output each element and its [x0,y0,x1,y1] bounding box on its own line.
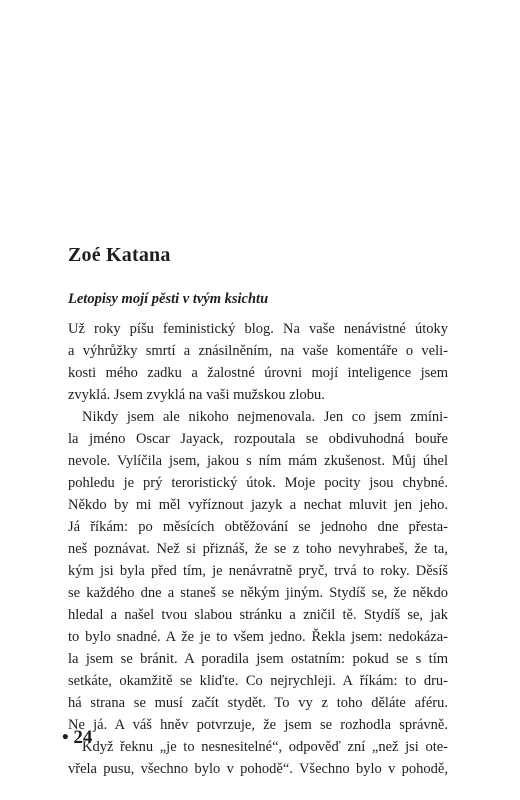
text-line: la jméno Oscar Jayack, rozpoutala se obdivuhodná bouře [68,431,448,447]
text-line: Ne já. A váš hněv potvrzuje, že jsem se rozhodla správně. [68,717,448,733]
text-line: Už roky píšu feministický blog. Na vaše nenávistné útoky [68,321,448,337]
text-line: kosti mého zadku a žalostné úrovni mojí inteligence jsem [68,365,448,381]
text-line: nevole. Vylíčila jsem, jakou s ním mám zkušenost. Můj úhel [68,453,448,469]
text-line: Když řeknu „je to nesnesitelné“, odpověď zní „než jsi ote- [82,739,448,755]
text-line: há strana se musí začít stydět. To vy z toho děláte aféru. [68,695,448,711]
chapter-subtitle: Letopisy mojí pěsti v tvým ksichtu [68,291,269,307]
text-line: se každého dne a staneš se někým jiným. Stydíš se, že někdo [68,585,448,601]
body-text [68,318,448,780]
text-line: pohledu je prý teroristický útok. Moje pocity jsou chybné. [68,475,448,491]
text-line: Někdo by mi měl vyříznout jazyk a nechat mluvit jen jeho. [68,497,448,513]
text-line: Já říkám: po měsících obtěžování se jednoho dne přesta- [68,519,448,535]
text-line: kým jsi byla před tím, je nenávratně pryč, trvá to roky. Děsíš [68,563,448,579]
text-line: la jsem se bránit. A poradila jsem ostatním: pokud se s tím [68,651,448,667]
chapter-author-heading: Zoé Katana [68,244,171,266]
text-line: vřela pusu, všechno bylo v pohodě“. Všechno bylo v pohodě, [68,761,448,777]
text-line: a výhrůžky smrtí a znásilněním, na vaše komentáře o veli- [68,343,448,359]
text-line: hledal a našel tvou slabou stránku a zničil tě. Stydíš se, jak [68,607,448,623]
text-line: to bylo snadné. A že je to všem jedno. Řekla jsem: nedokáza- [68,629,448,645]
text-line: Nikdy jsem ale nikoho nejmenovala. Jen co jsem zmíni- [82,409,448,425]
text-line: zvyklá. Jsem zvyklá na vaši mužskou zlobu. [68,387,325,403]
text-line: neš poznávat. Než si přiznáš, že se z toho nevyhrabeš, že ta, [68,541,448,557]
text-line: setkáte, okamžitě se kliďte. Co nejrychleji. A říkám: to dru- [68,673,448,689]
page-number: • 24 [62,727,93,748]
